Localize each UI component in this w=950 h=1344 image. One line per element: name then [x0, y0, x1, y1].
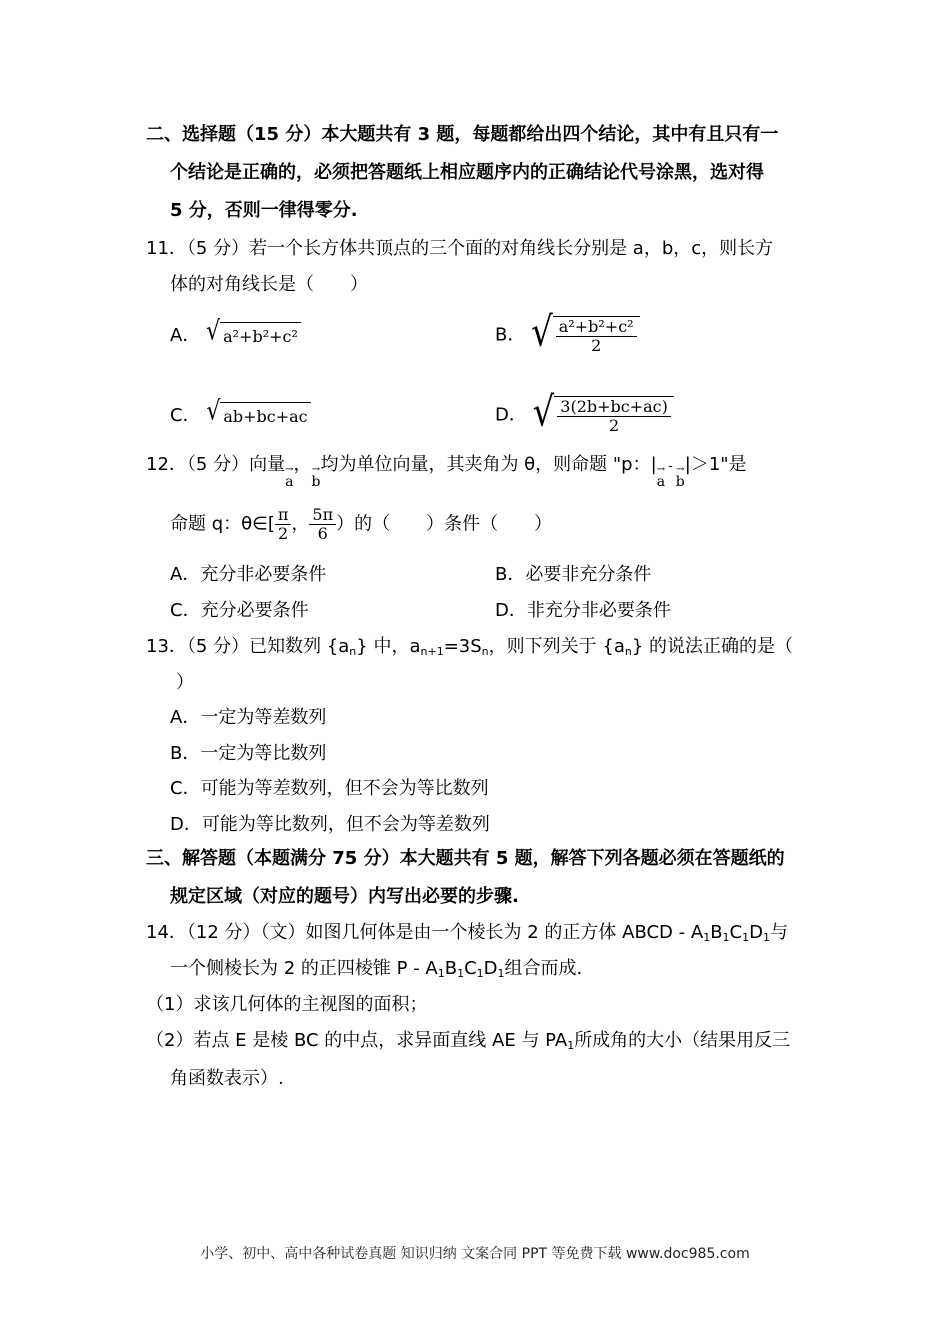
subscript-1: 1 — [763, 931, 770, 944]
q14-line1-a: （12 分）（文）如图几何体是由一个棱长为 2 的正方体 ABCD - A — [186, 922, 704, 943]
q13-text-5: } 的说法正确的是（ — [631, 636, 794, 657]
fraction-pi-2 — [275, 506, 292, 543]
q12-minus: - — [668, 459, 673, 474]
q11-option-a-label: A． — [170, 325, 201, 346]
frac2-den: 6 — [317, 524, 328, 543]
subscript-1: 1 — [497, 967, 505, 980]
section2-heading-line3: 5 分，否则一律得零分. — [170, 200, 358, 221]
q13-option-c: C．可能为等差数列，但不会为等比数列 — [170, 778, 489, 799]
q12-option-a: A．充分非必要条件 — [170, 564, 327, 585]
q13-option-a: A．一定为等差数列 — [170, 707, 327, 728]
q11-text-line2: 体的对角线长是（ ） — [170, 274, 368, 295]
q12-comma: ， — [293, 454, 312, 475]
q14-line2-e: 组合而成. — [504, 958, 583, 979]
section3-heading-line1: 三、解答题（本题满分 75 分）本大题共有 5 题，解答下列各题必须在答题纸的 — [146, 848, 785, 869]
q14-line2-d: D — [483, 958, 498, 979]
q11-option-d-denominator: 2 — [608, 416, 620, 435]
sqrt-expression: √ $\frac{3(2b+bc+ac)}{2}$ — [533, 396, 674, 435]
q14-part1: （1）求该几何体的主视图的面积； — [146, 994, 428, 1015]
q11-option-d-numerator: 3(2b+bc+ac) — [557, 398, 671, 417]
q11-option-b-numerator: a²+b²+c² — [556, 318, 637, 337]
q14-line1 — [146, 920, 788, 951]
q11-number: 11． — [146, 238, 187, 259]
q14-line1-e: 与 — [770, 922, 788, 943]
q14-part2-line1 — [146, 1028, 790, 1059]
q13-sub-2: n+1 — [420, 645, 444, 658]
subscript-1: 1 — [742, 931, 750, 944]
q13-line2: ） — [176, 672, 194, 693]
subscript-1: 1 — [476, 967, 484, 980]
q13-sub-4: n — [624, 645, 632, 658]
section3-heading-line2: 规定区域（对应的题号）内写出必要的步骤. — [170, 886, 519, 907]
sqrt-expression: √ a²+b²+c² — [206, 322, 301, 350]
q14-line1-c: C — [729, 922, 743, 943]
q13-option-d: D．可能为等比数列，但不会为等差数列 — [170, 814, 490, 835]
q14-line1-b: B — [710, 922, 723, 943]
q14-number: 14． — [146, 922, 187, 943]
sqrt-expression: √ $\frac{\text{a²+b²+c²}}{2}$ — [531, 316, 639, 355]
q13-line1 — [146, 634, 793, 665]
sqrt-expression: √ ab+bc+ac — [206, 402, 310, 430]
q14-line2-b: B — [444, 958, 458, 979]
frac2-num: 5π — [309, 506, 336, 525]
q13-sub-1: n — [349, 645, 357, 658]
q14-part2-line2: 角函数表示）. — [170, 1068, 284, 1089]
q12-line2-comma: ， — [291, 513, 310, 535]
q13-text-3: =3S — [443, 636, 482, 657]
vector-a-letter: a — [656, 474, 666, 490]
q11-line1 — [146, 236, 773, 262]
q14-part2-b: 所成角的大小（结果用反三 — [574, 1030, 791, 1051]
page-footer: 小学、初中、高中各种试卷真题 知识归纳 文案合同 PPT 等免费下载 www.doc985.com — [200, 1246, 750, 1262]
q12-option-b: B．必要非充分条件 — [495, 564, 652, 585]
q12-option-d: D．非充分非必要条件 — [495, 600, 671, 621]
q12-line2-b: ）的（ ）条件（ ） — [336, 513, 553, 535]
q11-option-d-label: D． — [495, 404, 527, 426]
subscript-1: 1 — [567, 1039, 575, 1052]
vector-b: → b — [311, 464, 321, 490]
q11-option-c-label: C． — [170, 405, 201, 426]
q13-text-4: ，则下列关于 {a — [488, 636, 625, 657]
q12-number: 12． — [146, 454, 187, 475]
q11-text-line1: （5 分）若一个长方体共顶点的三个面的对角线长分别是 a，b，c，则长方 — [186, 238, 774, 259]
q14-line1-d: D — [749, 922, 763, 943]
vector-a-letter: a — [285, 474, 294, 490]
fraction-5pi-6 — [309, 506, 336, 543]
q12-line2 — [170, 506, 552, 543]
q12-line2-a: 命题 q：θ∈[ — [170, 513, 275, 535]
vector-b-letter: b — [311, 474, 321, 490]
q12-text-1: （5 分）向量 — [186, 454, 286, 475]
subscript-1: 1 — [703, 931, 711, 944]
q11-option-b-label: B． — [495, 324, 526, 346]
q12-text-2: 均为单位向量，其夹角为 θ，则命题 "p：| — [320, 454, 657, 475]
q11-option-d — [495, 388, 674, 437]
q14-line2 — [170, 956, 582, 987]
q11-option-c-expr: ab+bc+ac — [220, 402, 310, 430]
subscript-1: 1 — [437, 967, 445, 980]
q14-line2-c: C — [464, 958, 477, 979]
q11-option-b — [495, 308, 640, 357]
section2-heading-line1: 二、选择题（15 分）本大题共有 3 题，每题都给出四个结论，其中有且只有一 — [146, 124, 779, 145]
q13-option-b: B．一定为等比数列 — [170, 743, 327, 764]
q13-sub-3: n — [481, 645, 489, 658]
q13-text-1: （5 分）已知数列 {a — [186, 636, 350, 657]
vector-b-letter: b — [675, 474, 685, 490]
q11-option-a — [170, 316, 301, 350]
q11-option-c — [170, 396, 311, 430]
q13-text-2: } 中，a — [356, 636, 421, 657]
q14-line2-a: 一个侧棱长为 2 的正四棱锥 P - A — [170, 958, 438, 979]
section2-heading-line2: 个结论是正确的，必须把答题纸上相应题序内的正确结论代号涂黑，选对得 — [170, 162, 764, 183]
q12-line1 — [146, 452, 747, 489]
q13-number: 13． — [146, 636, 187, 657]
frac1-den: 2 — [278, 524, 289, 543]
vector-a: → a — [656, 464, 666, 490]
q12-option-c: C．充分必要条件 — [170, 600, 309, 621]
frac1-num: π — [275, 506, 292, 525]
vector-b: → b — [675, 464, 685, 490]
vector-a: → a — [285, 464, 294, 490]
q11-option-a-expr: a²+b²+c² — [220, 322, 301, 350]
subscript-1: 1 — [722, 931, 730, 944]
subscript-1: 1 — [457, 967, 465, 980]
q14-part2-a: （2）若点 E 是棱 BC 的中点，求异面直线 AE 与 PA — [146, 1030, 568, 1051]
q11-option-b-denominator: 2 — [591, 336, 602, 355]
q12-text-4: |＞1"是 — [684, 454, 747, 475]
